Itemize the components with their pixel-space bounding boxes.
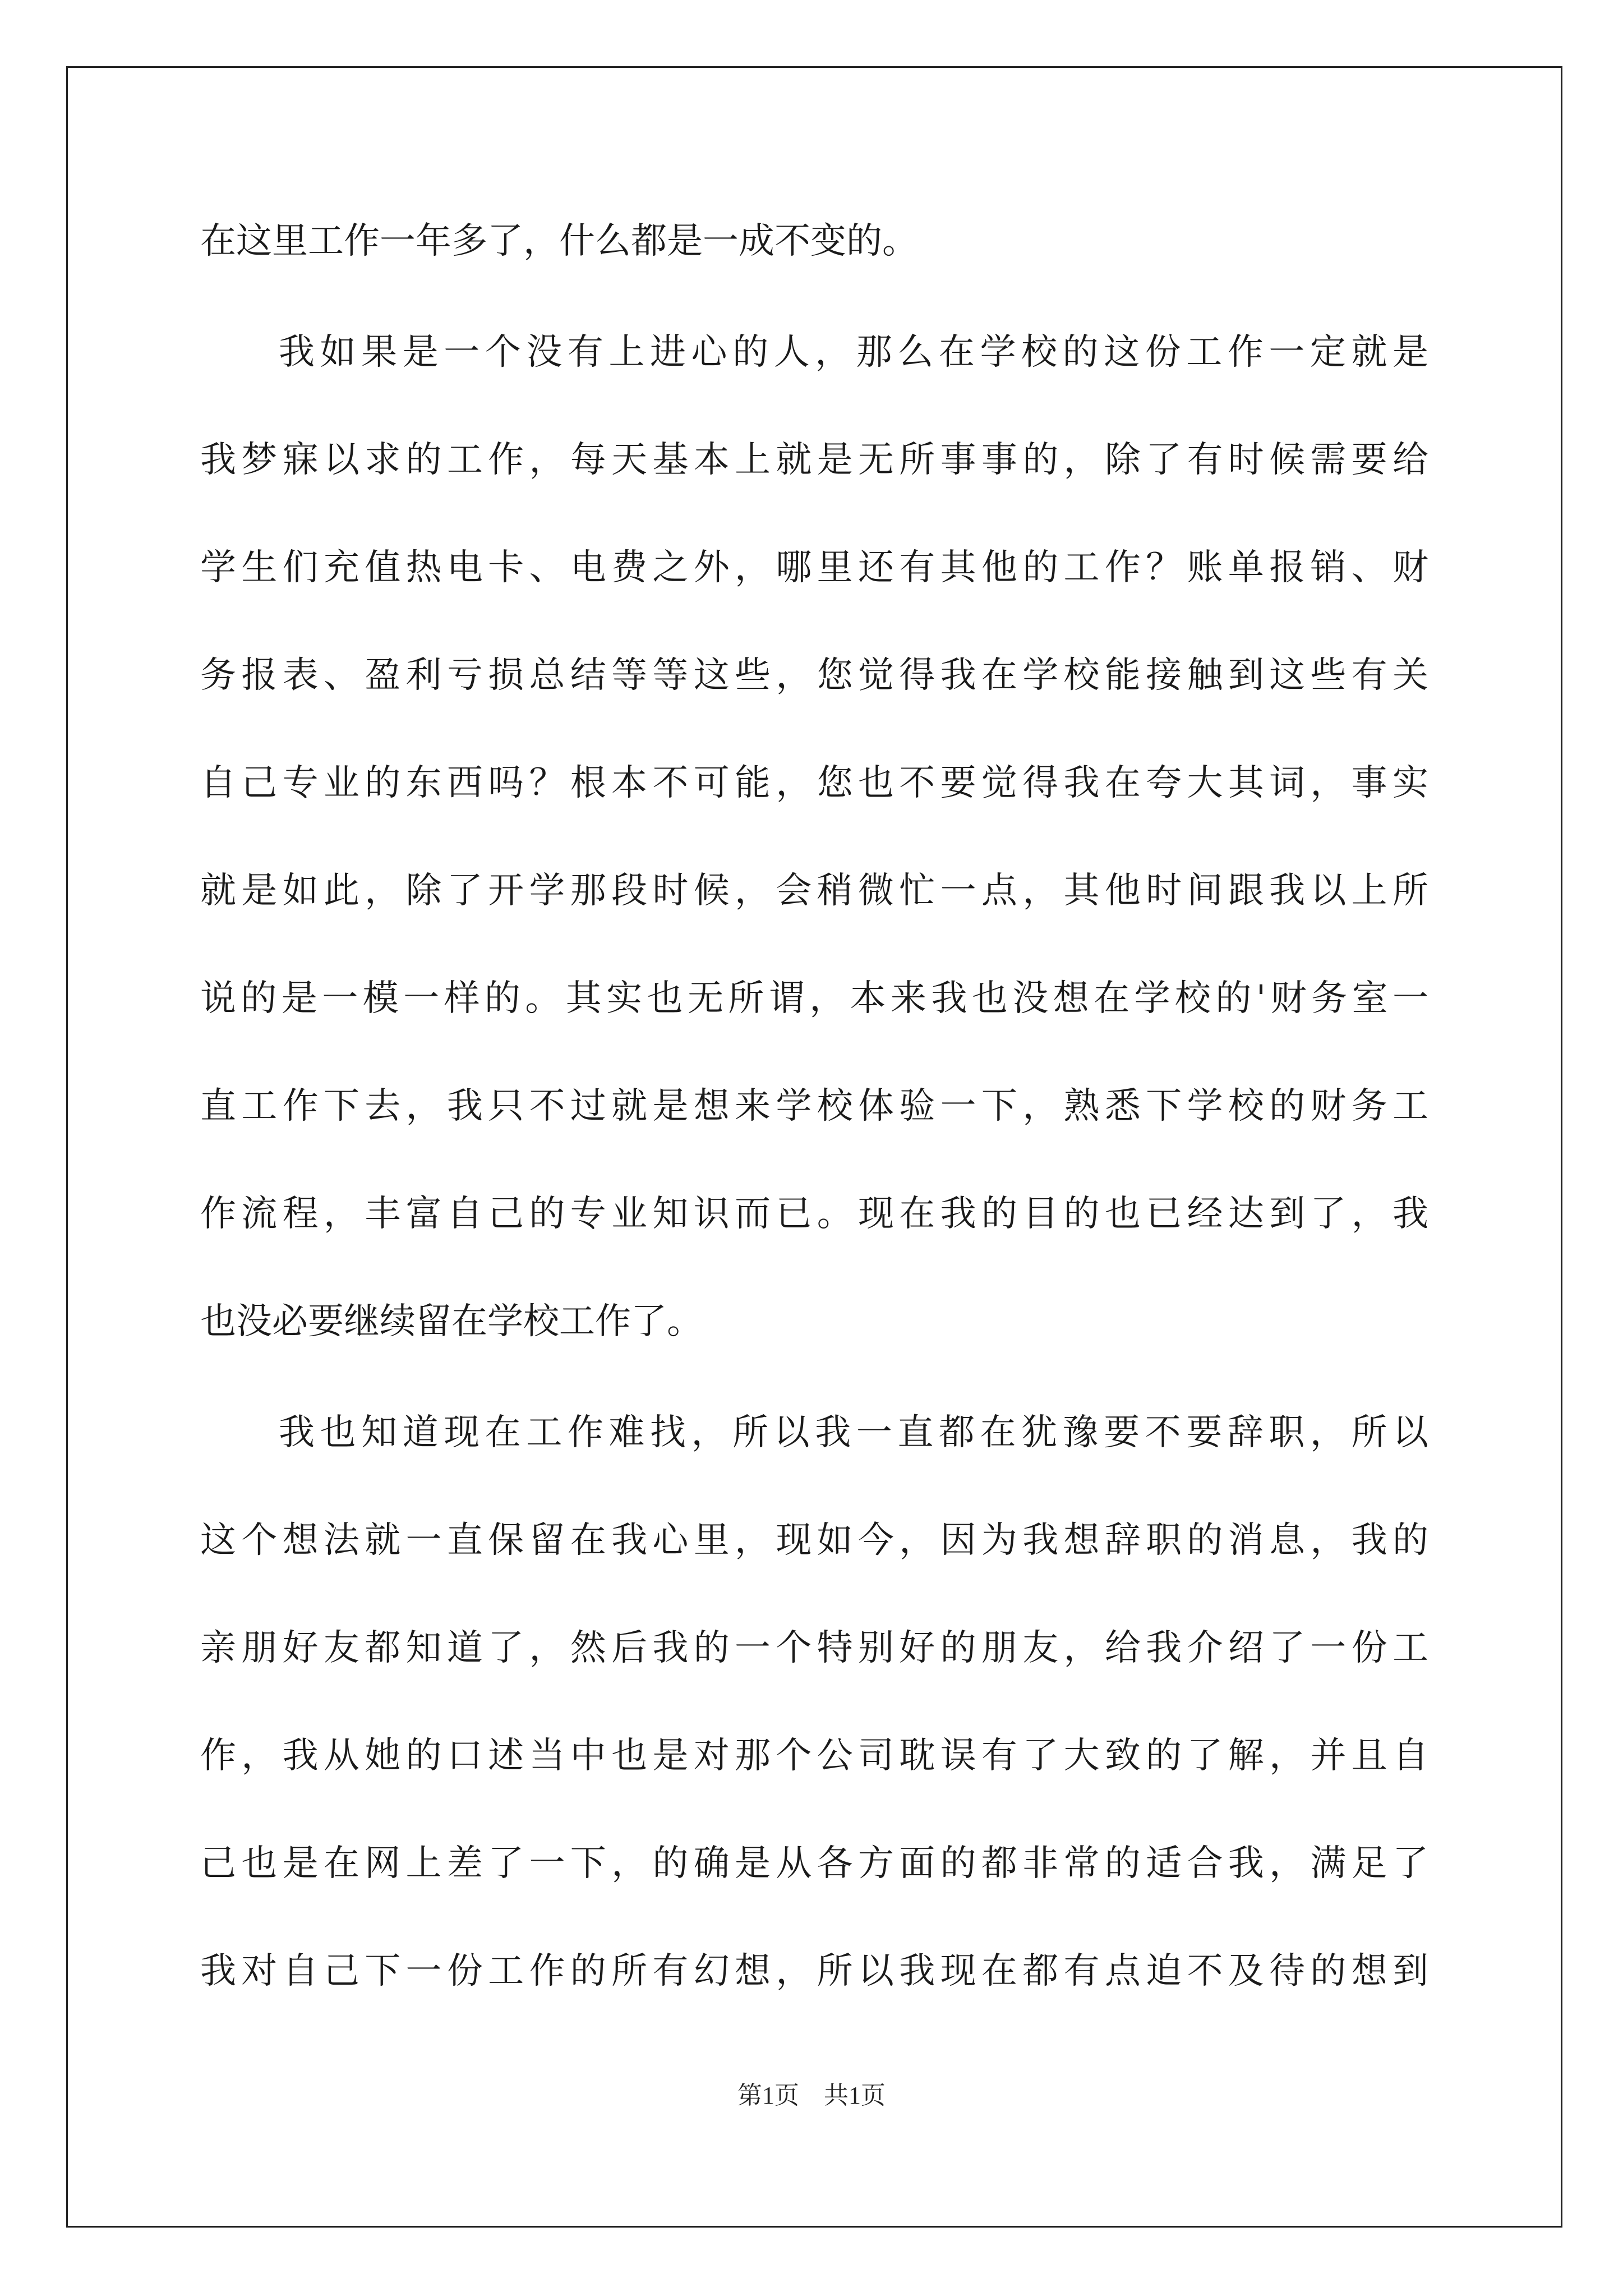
text-line-4: 学生们充值热电卡、电费之外，哪里还有其他的工作？账单报销、财: [200, 547, 1428, 588]
page-border: [66, 66, 1562, 2228]
text-line-13: 这个想法就一直保留在我心里，现如今，因为我想辞职的消息，我的: [200, 1520, 1428, 1561]
text-line-10: 作流程，丰富自己的专业知识而已。现在我的目的也已经达到了，我: [200, 1193, 1428, 1235]
text-line-9: 直工作下去，我只不过就是想来学校体验一下，熟悉下学校的财务工: [200, 1085, 1428, 1127]
text-line-14: 亲朋好友都知道了，然后我的一个特别好的朋友，给我介绍了一份工: [200, 1627, 1428, 1669]
text-line-3: 我梦寐以求的工作，每天基本上就是无所事事的，除了有时候需要给: [200, 439, 1428, 481]
text-line-15: 作，我从她的口述当中也是对那个公司耽误有了大致的了解，并且自: [200, 1735, 1428, 1777]
text-line-7: 就是如此，除了开学那段时候，会稍微忙一点，其他时间跟我以上所: [200, 870, 1428, 912]
text-line-6: 自己专业的东西吗？根本不可能，您也不要觉得我在夸大其词，事实: [200, 762, 1428, 804]
page-number-footer: 第1页 共1页: [737, 2082, 886, 2109]
text-line-1: 在这里工作一年多了，什么都是一成不变的。: [200, 220, 918, 262]
text-line-17: 我对自己下一份工作的所有幻想，所以我现在都有点迫不及待的想到: [200, 1950, 1428, 1992]
text-line-12: 我也知道现在工作难找，所以我一直都在犹豫要不要辞职，所以: [279, 1412, 1428, 1453]
text-line-5: 务报表、盈利亏损总结等等这些，您觉得我在学校能接触到这些有关: [200, 655, 1428, 696]
text-line-16: 己也是在网上差了一下，的确是从各方面的都非常的适合我，满足了: [200, 1843, 1428, 1884]
text-line-8: 说的是一模一样的。其实也无所谓，本来我也没想在学校的'财务室一: [200, 978, 1428, 1019]
text-line-11: 也没必要继续留在学校工作了。: [200, 1301, 703, 1342]
text-line-2: 我如果是一个没有上进心的人，那么在学校的这份工作一定就是: [279, 332, 1428, 373]
